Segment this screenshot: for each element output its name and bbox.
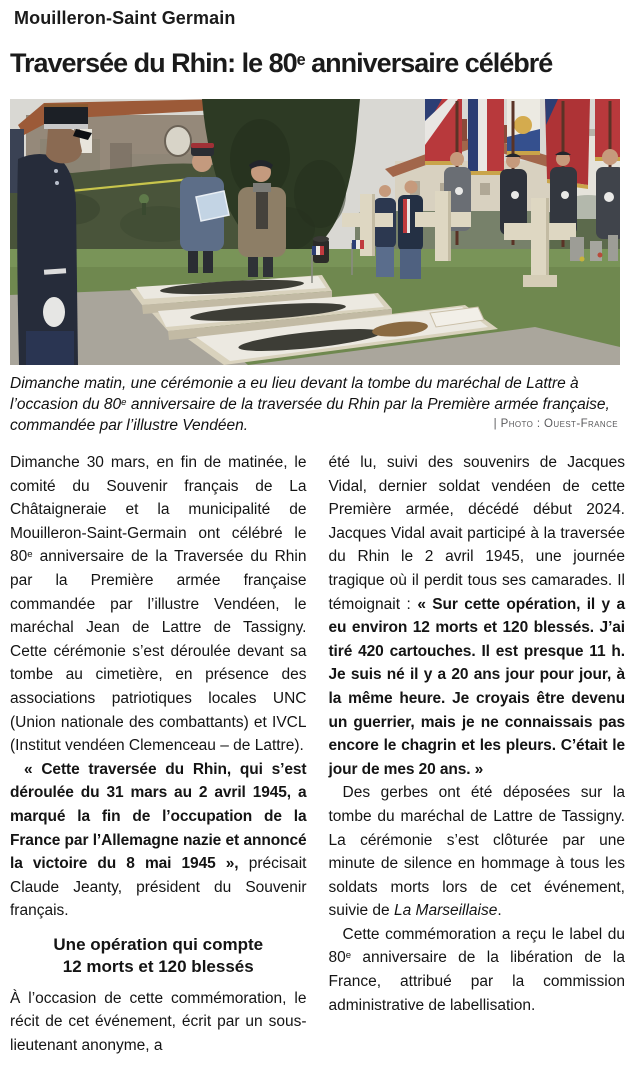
paragraph-label bbox=[329, 923, 626, 1017]
headline-text-2: anniversaire célébré bbox=[304, 48, 553, 78]
article-photo bbox=[10, 99, 620, 365]
caption-text-2: anniversaire de la traversée du Rhin par la Première armée française, commandée par l’illustre Vendéen. bbox=[10, 396, 610, 434]
subheading bbox=[10, 934, 307, 979]
kicker: Mouilleron-Saint Germain bbox=[14, 8, 236, 28]
paragraph-quote-jeanty bbox=[10, 758, 307, 923]
paragraph-text: été lu, suivi des souvenirs de Jacques Vidal, dernier soldat vendéen de cette Première armée, décédé début 2024. Jacques Vidal avait participé à la traversée du Rhin le 2 avril 1945, une journée tragique où il perdit tous ses camarades. Il témoignait : bbox=[328, 454, 625, 613]
headline-superscript: e bbox=[296, 51, 305, 69]
paragraph-commemoration: À l’occasion de cette commémoration, le récit de cet événement, écrit par un sous-lieutenant anonyme, a bbox=[10, 989, 307, 1055]
subheading-line: 12 morts et 120 blessés bbox=[62, 957, 254, 977]
paragraph-text: Cette commémoration a reçu le label du 80 bbox=[328, 925, 625, 967]
paragraph-gerbes bbox=[329, 781, 626, 923]
ceremony-photo-illustration bbox=[10, 99, 620, 365]
paragraph-text: anniversaire de la Traversée du Rhin par la Première armée française commandée par l’illustre Vendéen, le maréchal Jean de Lattre de Tassigny. Cette cérémonie s’est déroulée devant sa tombe au cimetière, en présence des associations patriotiques locales UNC (Union nationale des combattants) et IVCL (Institut vendéen Clemenceau – de Lattre). bbox=[10, 548, 307, 755]
superscript-e: e bbox=[345, 950, 352, 962]
photo-credit: | Photo : Ouest-France bbox=[493, 418, 618, 430]
subheading-line: Une opération qui compte bbox=[53, 934, 264, 954]
column-left bbox=[10, 451, 307, 1058]
article-body bbox=[10, 451, 625, 1058]
paragraph-text: Des gerbes ont été déposées sur la tombe du maréchal de Lattre de Tassigny. La cérémonie s’est clôturée par une minute de silence en hommage à tous les soldats morts lors de cet événement, suivie de bbox=[328, 784, 625, 920]
paragraph-text: anniversaire de la libération de la France, attribué par la commission administrative de labellisation. bbox=[328, 949, 625, 1014]
headline-text: Traversée du Rhin: le 80 bbox=[10, 48, 297, 78]
paragraph-vidal bbox=[329, 451, 626, 781]
headline bbox=[10, 48, 625, 79]
column-right bbox=[329, 451, 626, 1058]
caption-superscript: e bbox=[121, 397, 127, 408]
paragraph-intro bbox=[10, 451, 307, 758]
superscript-e: e bbox=[27, 549, 33, 561]
quote-bold-text: « Sur cette opération, il y a eu environ 12 morts et 120 blessés. J’ai tiré 420 cartouches. Il est presque 11 h. Je suis né il y a 20 ans jour pour jour, à la même heure. Je croyais être devenu un guerrier, mais je ne connaissais pas encore le chagrin et les pleurs. C’était le jour de mes 20 ans. » bbox=[328, 595, 625, 778]
paragraph-text: précisait Claude Jeanty, président du Souvenir français. bbox=[10, 855, 307, 920]
caption-text: Dimanche matin, une cérémonie a eu lieu devant la tombe du maréchal de Lattre à l’occasion du 80 bbox=[10, 375, 579, 413]
italic-title: La Marseillaise bbox=[393, 902, 498, 920]
quote-bold-text: « Cette traversée du Rhin, qui s’est déroulée du 31 mars au 2 avril 1945, a marqué la fin de l’occupation de la France par l’Allemagne nazie et annoncé la victoire du 8 mai 1945 », bbox=[10, 760, 307, 873]
paragraph-text: . bbox=[497, 902, 502, 920]
photo-caption bbox=[10, 373, 620, 436]
garden-lamp bbox=[139, 194, 149, 204]
speech-paper bbox=[196, 191, 229, 221]
paragraph-text: Dimanche 30 mars, en fin de matinée, le comité du Souvenir français de La Châtaigneraie et la municipalité de Mouilleron-Saint-Germain ont célébré le 80 bbox=[10, 454, 307, 566]
